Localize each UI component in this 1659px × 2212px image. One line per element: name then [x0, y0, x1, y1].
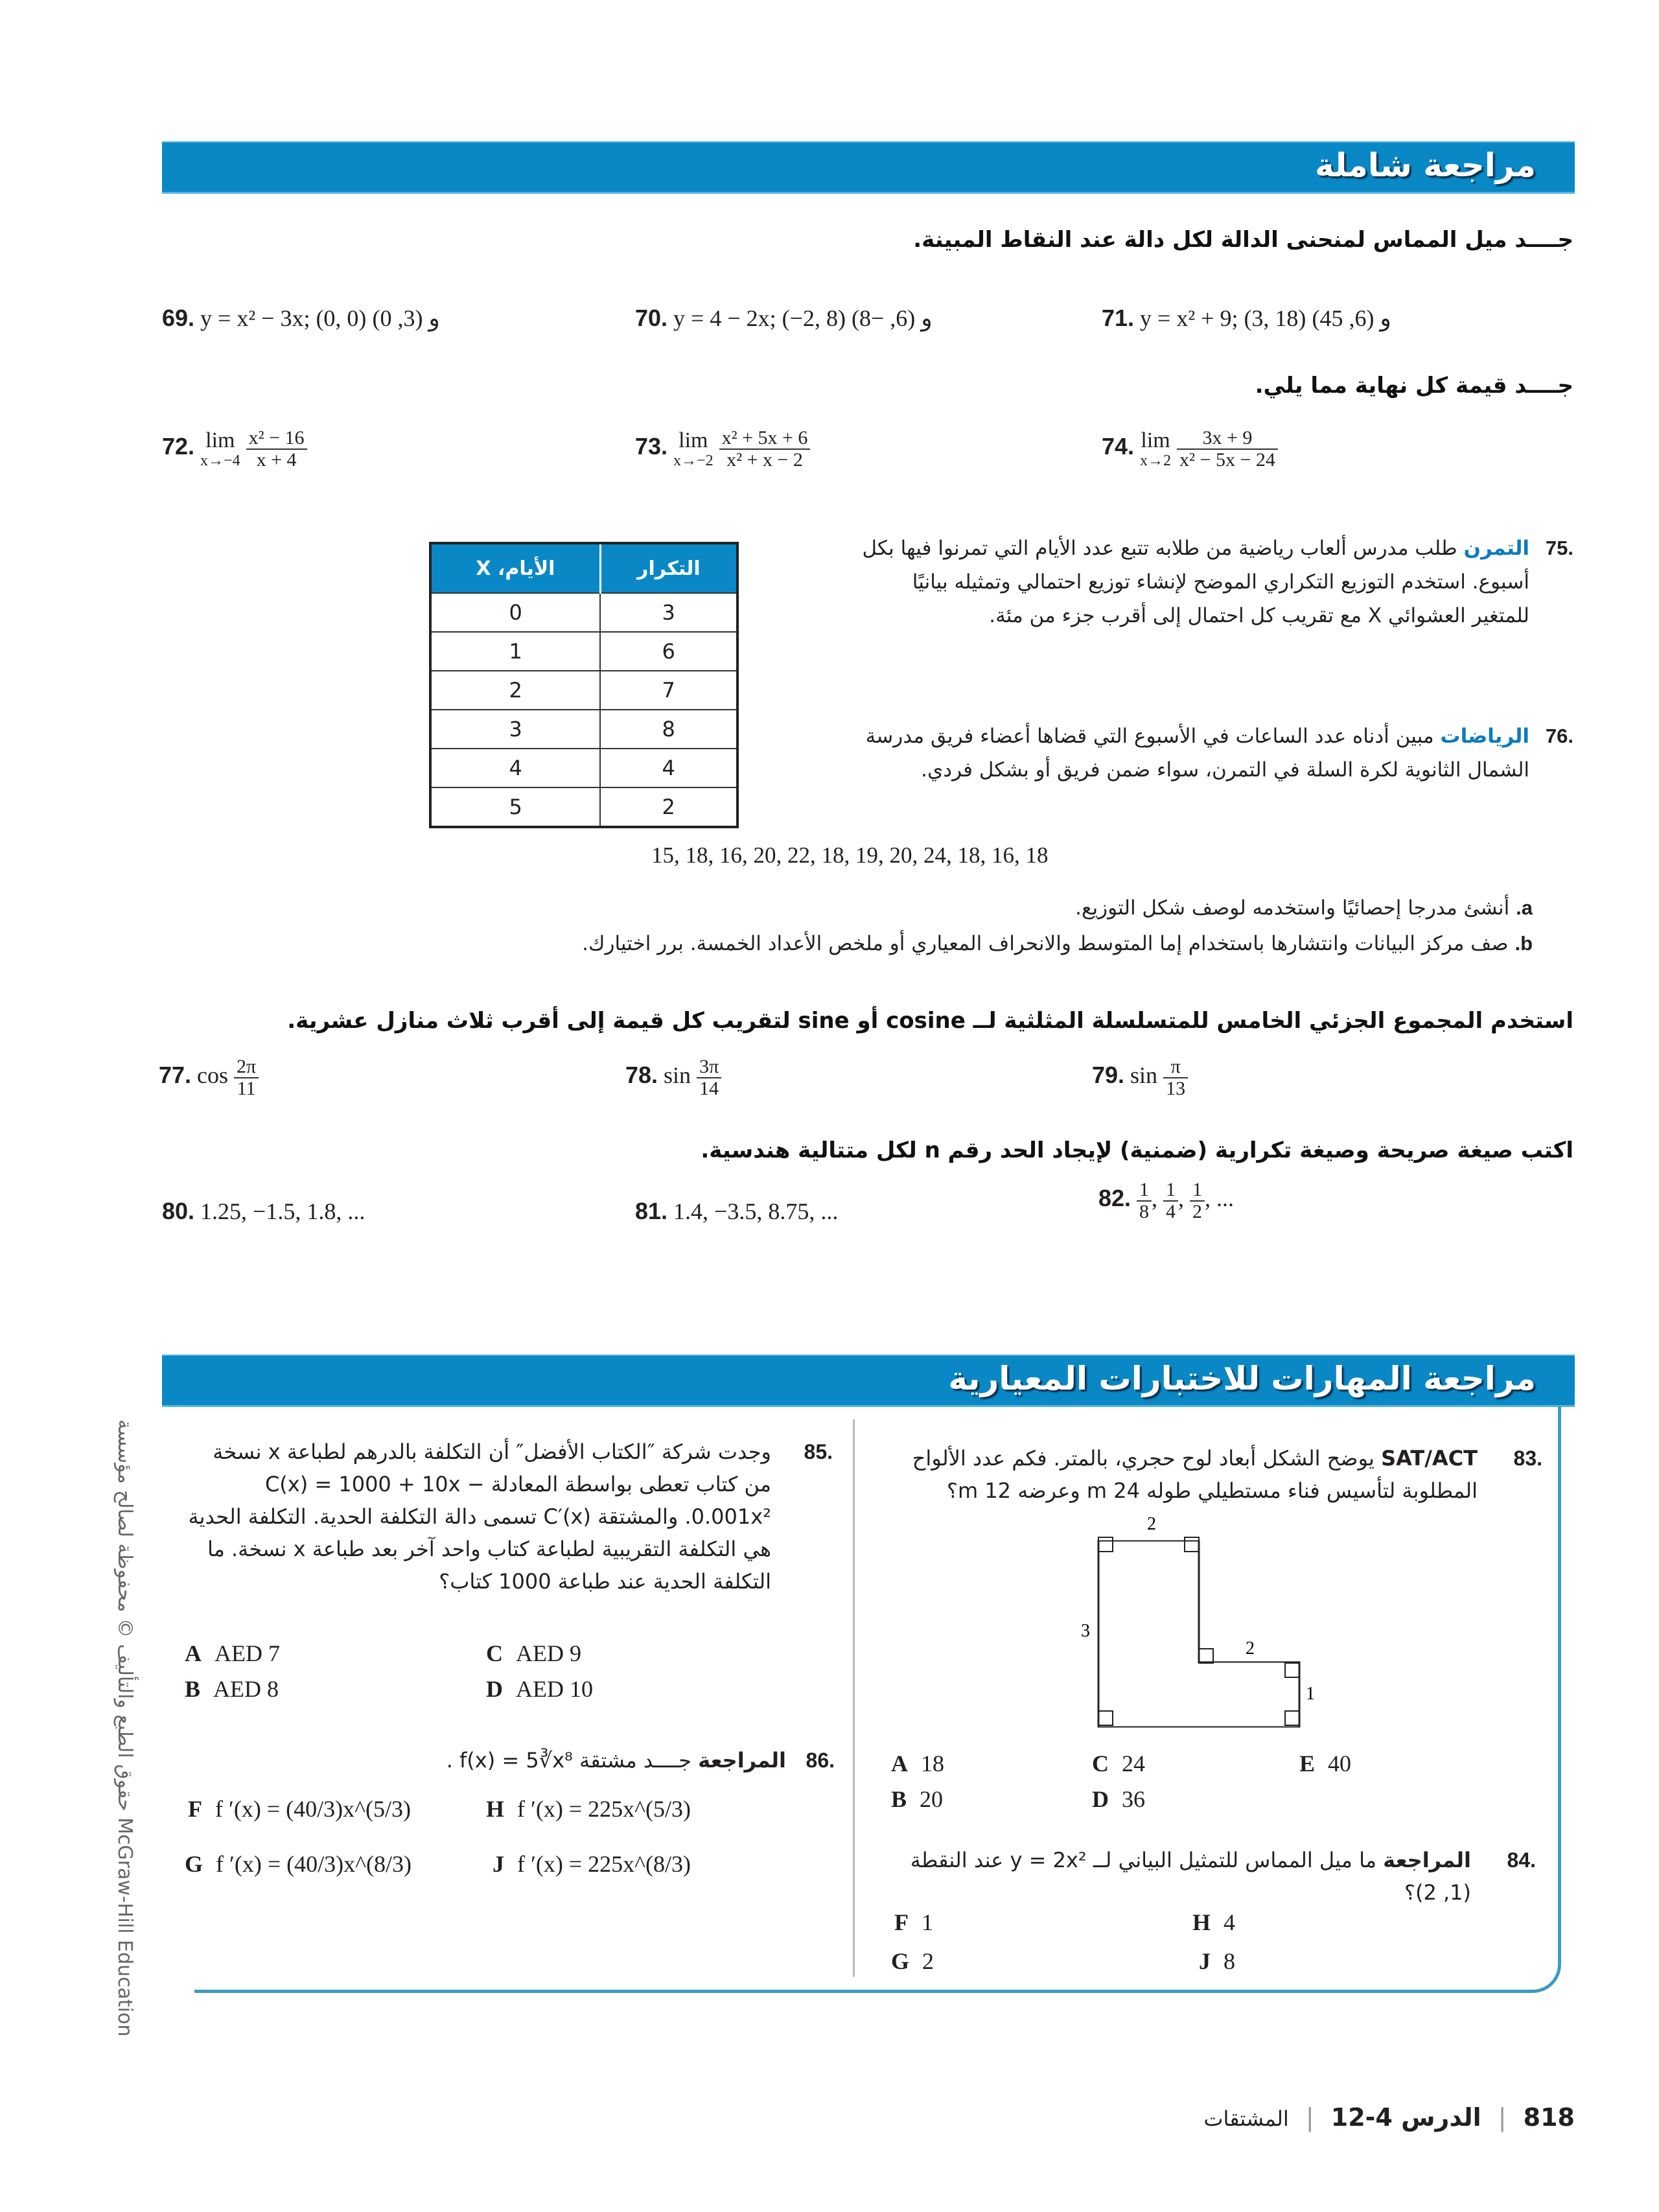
section-header-comprehensive-review	[162, 141, 1575, 194]
problem-84: .84 المراجعة ما ميل المماس للتمثيل البياني لــ y = 2x² عند النقطة (1, 2)؟	[910, 1848, 1536, 1905]
problem-76-label: الرياضات	[1440, 725, 1529, 748]
choice-85-D[interactable]: D AED 10	[486, 1676, 593, 1702]
choice-84-J[interactable]: J 8	[1199, 1948, 1235, 1974]
problem-71: 71. y = x² + 9; (3, 18) و (6, 45)	[1102, 305, 1391, 331]
choice-86-F[interactable]: F f ′(x) = (40/3)x^(5/3)	[188, 1796, 411, 1822]
table-row: 3 8	[430, 710, 737, 749]
col-header-frequency: التكرار	[600, 543, 737, 593]
table-row: 0 3	[430, 593, 737, 632]
instruction-geometric-sequence: اكتب صيغة صريحة وصيغة تكرارية (ضمنية) لإيجاد الحد رقم n لكل متتالية هندسية.	[701, 1137, 1573, 1163]
column-divider	[853, 1419, 855, 1977]
problem-69: 69. y = x² − 3x; (0, 0) و (3, 0)	[162, 305, 440, 331]
choice-85-A[interactable]: A AED 7	[185, 1640, 280, 1666]
hours-data: 15, 18, 16, 20, 22, 18, 19, 20, 24, 18, 16, 18	[651, 843, 1049, 868]
choice-83-E[interactable]: E 40	[1299, 1751, 1352, 1776]
choice-84-H[interactable]: H 4	[1192, 1909, 1236, 1935]
problem-77: 77. cos $\frac{2\pi}{11}$	[159, 1056, 259, 1099]
svg-text:3: 3	[1081, 1621, 1090, 1641]
problem-75-label: التمرن	[1463, 537, 1529, 560]
instruction-trig-series: استخدم المجموع الجزئي الخامس للمتسلسلة المثلثية لــ cosine أو sine لتقريب كل قيمة إلى أقرب ثلاث منازل عشرية.	[287, 1008, 1573, 1034]
table-row: 5 2	[430, 787, 737, 827]
lesson-label: الدرس 4-12	[1330, 2103, 1481, 2132]
problem-86: .86 المراجعة جــــد مشتقة f(x) = 5∛x⁸ .	[446, 1748, 835, 1773]
problem-83: .83 SAT/ACT يوضح الشكل أبعاد لوح حجري، بالمتر. فكم عدد الألواح المطلوبة لتأسيس فناء مستطيلي طوله 24 m وعرضه 12 m؟	[912, 1446, 1542, 1503]
slab-figure	[1069, 1514, 1380, 1737]
page-number: 818	[1523, 2103, 1575, 2132]
svg-text:2: 2	[1147, 1514, 1156, 1534]
svg-text:2: 2	[1246, 1638, 1255, 1659]
choice-83-A[interactable]: A 18	[891, 1751, 944, 1776]
choice-83-C[interactable]: C 24	[1092, 1751, 1145, 1776]
problem-82: 82. $\frac{1}{8}$ , $\frac{1}{4}$ , $\frac{1}{2}$ , ...	[1098, 1179, 1235, 1222]
choice-85-C[interactable]: C AED 9	[486, 1640, 581, 1666]
problem-76b: b. صف مركز البيانات وانتشارها باستخدام إما المتوسط والانحراف المعياري أو ملخص الأعداد الخمسة. برر اختيارك.	[582, 932, 1533, 955]
problem-81: 81. 1.4, −3.5, 8.75, ...	[635, 1198, 839, 1224]
choice-86-H[interactable]: H f ′(x) = 225x^(5/3)	[486, 1796, 691, 1822]
table-row: 1 6	[430, 632, 737, 671]
problem-76: .76 الرياضات مبين أدناه عدد الساعات في الأسبوع التي قضاها أعضاء فريق مدرسة الشمال الثانوية لكرة السلة في التمرن، سواء ضمن فريق أو بشكل فردي.	[865, 725, 1573, 782]
choice-84-F[interactable]: F 1	[894, 1909, 933, 1935]
copyright-notice: حقوق الطبع والتأليف © محفوظة لصالح مؤسسة McGraw-Hill Education	[113, 1419, 136, 2037]
problem-85: .85 وجدت شركة ″الكتاب الأفضل″ أن التكلفة بالدرهم لطباعة x نسخة من كتاب تعطى بواسطة المعادلة C(x) = 1000 + 10x − 0.001x². والمشتقة C′(x) تسمى دالة التكلفة الحدية. التكلفة الحدية هي التكلفة التقريبية لطباعة كتاب واحد آخر بعد طباعة x نسخة. ما التكلفة الحدية عند طباعة 1000 كتاب؟	[188, 1439, 833, 1594]
chapter-label: المشتقات	[1203, 2106, 1289, 2131]
choice-83-B[interactable]: B 20	[891, 1786, 944, 1812]
problem-78: 78. sin $\frac{3\pi}{14}$	[625, 1056, 721, 1099]
problem-75: .75 التمرن طلب مدرس ألعاب رياضية من طلابه تتبع عدد الأيام التي تمرنوا فيها بكل أسبوع. استخدم التوزيع التكراري الموضح لإنشاء توزيع احتمالي وتمثيله بيانيًا للمتغير العشوائي X مع تقريب كل احتمال إلى أقرب جزء من مئة.	[862, 537, 1573, 627]
choice-83-D[interactable]: D 36	[1092, 1786, 1145, 1812]
choice-86-G[interactable]: G f ′(x) = (40/3)x^(8/3)	[185, 1851, 412, 1877]
col-header-days: الأيام، X	[430, 543, 600, 593]
svg-text:1: 1	[1306, 1684, 1315, 1704]
section-header-standardized-test-review	[162, 1355, 1575, 1407]
problem-79: 79. sin $\frac{\pi}{13}$	[1092, 1056, 1188, 1099]
table-row: 2 7	[430, 671, 737, 710]
page-footer: 818 | الدرس 4-12 | المشتقات	[1203, 2103, 1575, 2132]
problem-73: 73. lim x→−2 $\frac{\text{x² + 5x + 6}}{\text{x² + x − 2}}$	[635, 428, 810, 470]
section-title: مراجعة المهارات للاختبارات المعيارية	[948, 1360, 1536, 1397]
choice-84-G[interactable]: G 2	[891, 1948, 934, 1974]
problem-70: 70. y = 4 − 2x; (−2, 8) و (6, −8)	[635, 305, 933, 331]
problem-80: 80. 1.25, −1.5, 1.8, ...	[162, 1198, 365, 1224]
frequency-table	[429, 542, 739, 828]
problem-74: 74. lim x→2 $\frac{3x + 9}{\text{x² − 5x − 24}}$	[1102, 428, 1278, 470]
problem-76a: a. أنشئ مدرجا إحصائيًا واستخدمه لوصف شكل التوزيع.	[1075, 896, 1533, 920]
instruction-limits: جــــد قيمة كل نهاية مما يلي.	[1255, 373, 1573, 399]
table-row: 4 4	[430, 749, 737, 787]
problem-72: 72. lim x→−4 $\frac{\text{x² − 16}}{x + 4}$	[162, 428, 307, 470]
instruction-tangent: جــــد ميل المماس لمنحنى الدالة لكل دالة عند النقاط المبينة.	[913, 227, 1573, 253]
section-title: مراجعة شاملة	[1315, 146, 1536, 184]
choice-86-J[interactable]: J f ′(x) = 225x^(8/3)	[493, 1851, 691, 1877]
choice-85-B[interactable]: B AED 8	[185, 1676, 279, 1702]
